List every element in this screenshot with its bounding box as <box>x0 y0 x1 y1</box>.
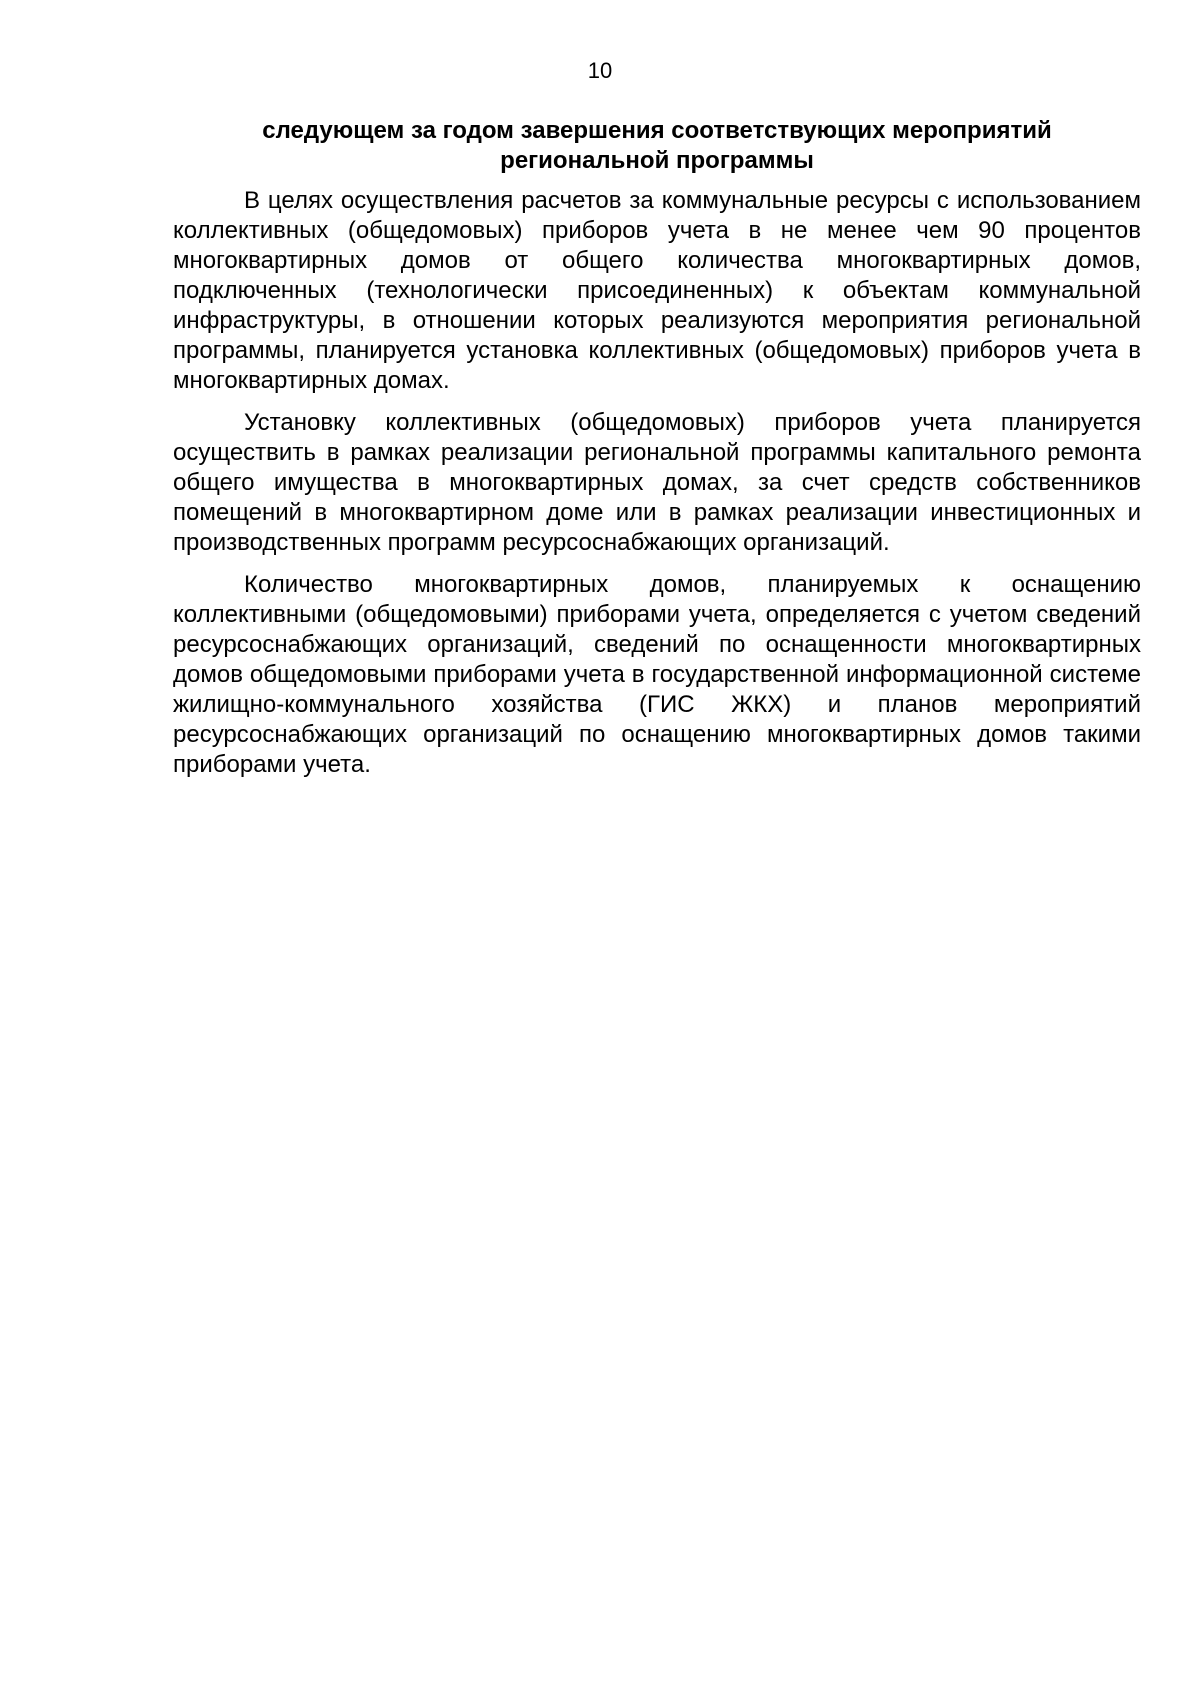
section-heading-line-1: следующем за годом завершения соответствующих мероприятий <box>262 117 1052 144</box>
page-number: 10 <box>587 58 613 83</box>
section-heading <box>173 116 1141 176</box>
section-heading-line-2: региональной программы <box>500 147 814 174</box>
body-text <box>173 186 1141 792</box>
paragraph-building-count: Количество многоквартирных домов, планируемых к оснащению коллективными (общедомовыми) приборами учета, определяется с учетом сведений ресурсоснабжающих организаций, сведений по оснащенности многоквартирных домов общедомовыми приборами учета в государственной информационной системе жилищно-коммунального хозяйства (ГИС ЖКХ) и планов мероприятий ресурсоснабжающих организаций по оснащению многоквартирных домов такими приборами учета. <box>173 571 1141 778</box>
paragraph-installation-funding: Установку коллективных (общедомовых) приборов учета планируется осуществить в рамках реализации региональной программы капитального ремонта общего имущества в многоквартирных домах, за счет средств собственников помещений в многоквартирном доме или в рамках реализации инвестиционных и производственных программ ресурсоснабжающих организаций. <box>173 409 1141 556</box>
paragraph-meter-installation: В целях осуществления расчетов за коммунальные ресурсы с использованием коллективных (общедомовых) приборов учета в не менее чем 90 процентов многоквартирных домов от общего количества многоквартирных домов, подключенных (технологически присоединенных) к объектам коммунальной инфраструктуры, в отношении которых реализуются мероприятия региональной программы, планируется установка коллективных (общедомовых) приборов учета в многоквартирных домах. <box>173 187 1141 394</box>
